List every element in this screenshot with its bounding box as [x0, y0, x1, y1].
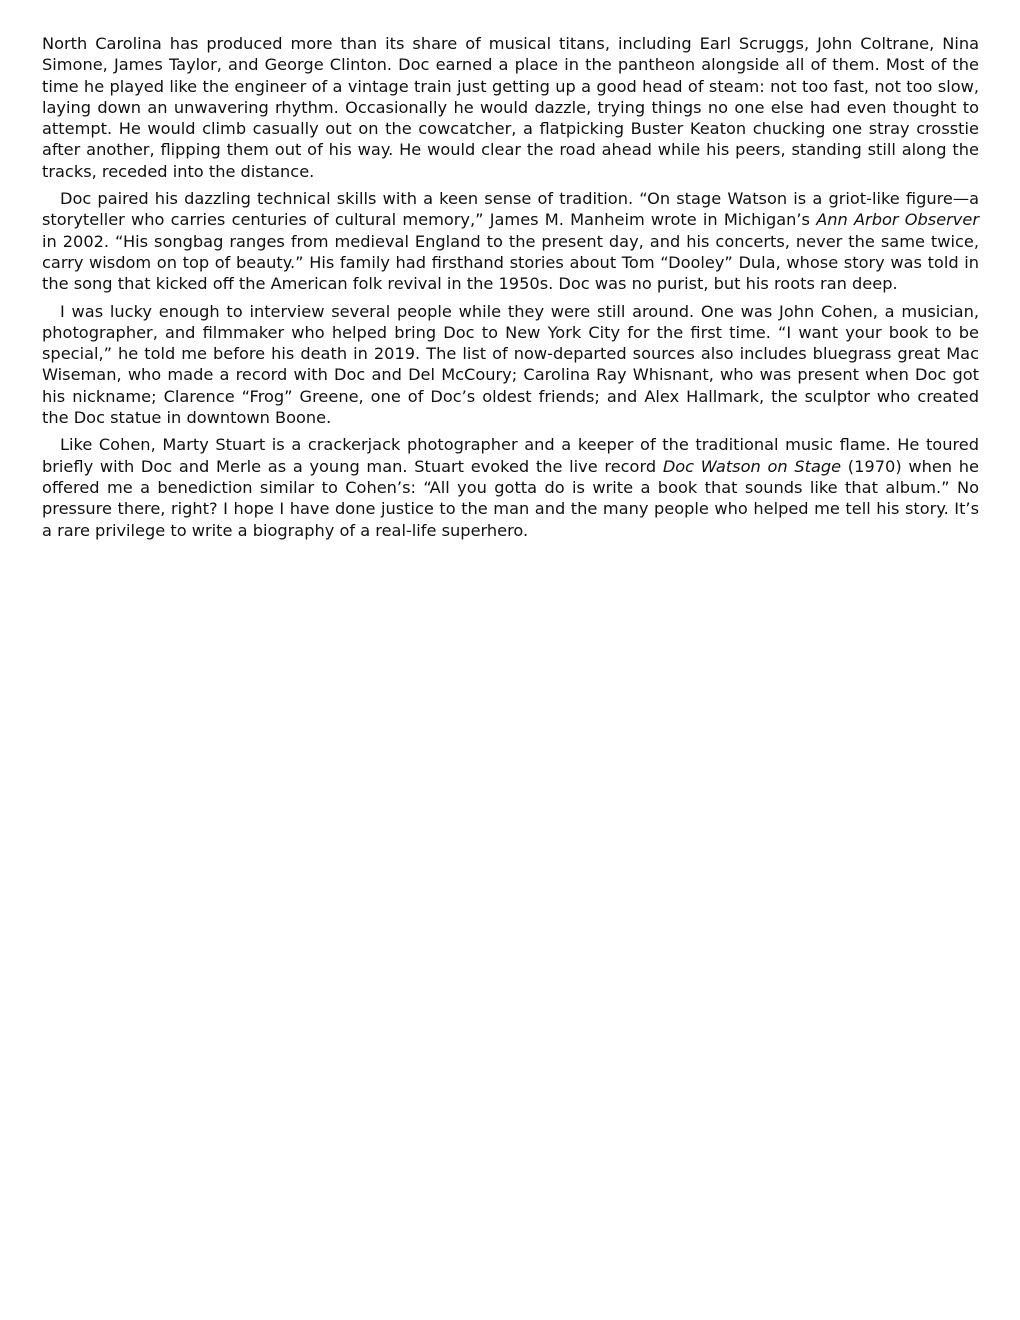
paragraph-3	[42, 301, 979, 429]
paragraph-1-text: North Carolina has produced more than its share of musical titans, including Earl Scruggs, John Coltrane, Nina Simone, James Taylor, and George Clinton. Doc earned a place in the pantheon alongside all of them. Most of the time he played like the engineer of a vintage train just getting up a good head of steam: not too fast, not too slow, laying down an unwavering rhythm. Occasionally he would dazzle, trying things no one else had even thought to attempt. He would climb casually out on the cowcatcher, a flatpicking Buster Keaton chucking one stray crosstie after another, flipping them out of his way. He would clear the road ahead while his peers, standing still along the tracks, receded into the distance.	[42, 34, 979, 181]
paragraph-2	[42, 188, 979, 294]
paragraph-2-text-a: Doc paired his dazzling technical skills with a keen sense of tradition. “On stage Watson is a griot-like figure—a storyteller who carries centuries of cultural memory,” James M. Manheim wrote in Michigan’s	[42, 189, 979, 230]
document-page	[42, 33, 979, 547]
album-title-doc-watson-on-stage: Doc Watson on Stage	[662, 456, 842, 476]
paragraph-3-text: I was lucky enough to interview several people while they were still around. One was John Cohen, a musician, photographer, and filmmaker who helped bring Doc to New York City for the first time. “I want your book to be special,” he told me before his death in 2019. The list of now-departed sources also includes bluegrass great Mac Wiseman, who made a record with Doc and Del McCoury; Carolina Ray Whisnant, who was present when Doc got his nickname; Clarence “Frog” Greene, one of Doc’s oldest friends; and Alex Hallmark, the sculptor who created the Doc statue in downtown Boone.	[42, 301, 979, 428]
paragraph-1	[42, 33, 979, 182]
publication-title-ann-arbor-observer: Ann Arbor Observer	[816, 210, 979, 230]
paragraph-4	[42, 434, 979, 540]
paragraph-4-text-a: Like Cohen, Marty Stuart is a crackerjack photographer and a keeper of the traditional music flame. He toured briefly with Doc and Merle as a young man. Stuart evoked the live record	[42, 435, 979, 476]
paragraph-4-text-b: (1970) when he offered me a benediction similar to Cohen’s: “All you gotta do is write a book that sounds like that album.” No pressure there, right? I hope I have done justice to the man and the many people who helped me tell his story. It’s a rare privilege to write a biography of a real-life superhero.	[42, 456, 979, 540]
paragraph-2-text-b: in 2002. “His songbag ranges from medieval England to the present day, and his concerts, never the same twice, carry wisdom on top of beauty.” His family had firsthand stories about Tom “Dooley” Dula, whose story was told in the song that kicked off the American folk revival in the 1950s. Doc was no purist, but his roots ran deep.	[42, 231, 979, 294]
